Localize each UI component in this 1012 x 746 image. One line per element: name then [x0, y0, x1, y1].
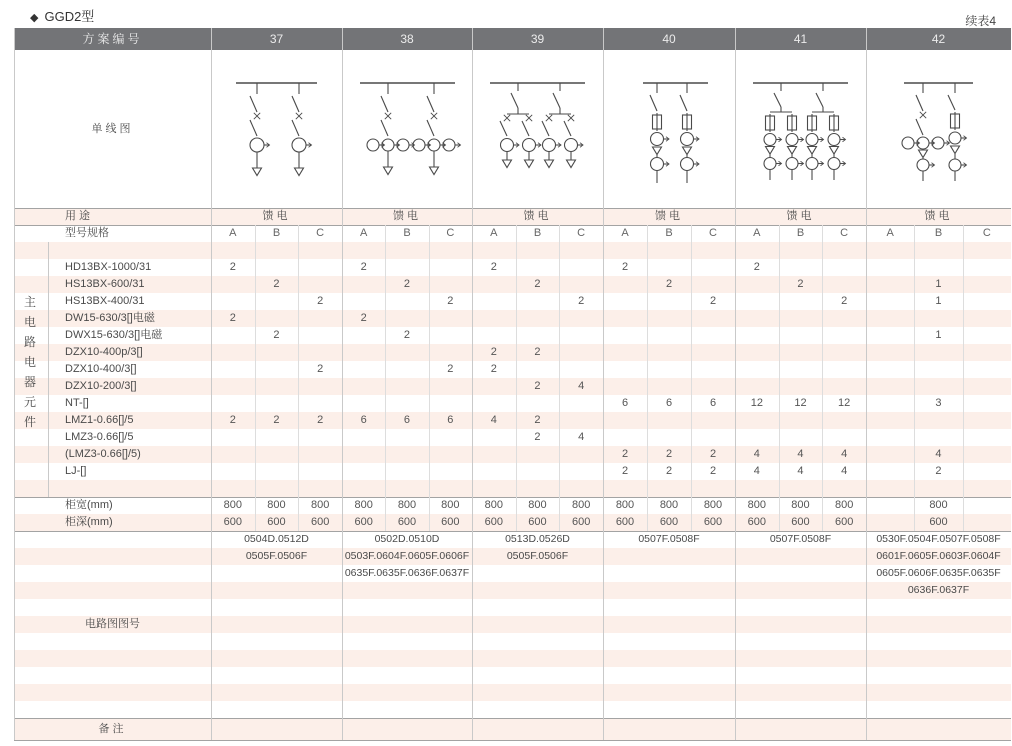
horizontal-rule: [14, 740, 1011, 741]
single-line-diagram-38: [342, 50, 472, 208]
component-name: DW15-630/3[]电磁: [65, 312, 155, 324]
vertical-rule: [647, 225, 648, 531]
component-count: 4: [935, 448, 942, 460]
cabinet-depth-value: 600: [615, 516, 635, 528]
circuit-code: 0635F.0635F.0636F.0637F: [344, 567, 470, 579]
vertical-rule: [255, 225, 256, 531]
cabinet-width-value: 800: [747, 499, 766, 511]
component-count: 3: [935, 397, 942, 409]
cabinet-depth-value: 600: [659, 516, 679, 528]
horizontal-rule: [14, 531, 1011, 532]
component-count: 2: [534, 346, 541, 358]
cabinet-depth-value: 600: [747, 516, 766, 528]
component-count: 2: [534, 431, 541, 443]
cabinet-width-value: 800: [791, 499, 810, 511]
horizontal-rule: [14, 497, 1011, 498]
component-count: 2: [317, 363, 324, 375]
cabinet-width-value: 800: [834, 499, 854, 511]
side-label-char: 器: [23, 375, 36, 389]
component-count: 2: [490, 261, 497, 273]
scheme-number-header: 方案编号: [82, 32, 143, 46]
table-header-bar: [14, 28, 1011, 50]
usage-value: 馈电: [924, 210, 953, 222]
component-count: 2: [709, 295, 717, 307]
usage-value: 馈电: [655, 210, 683, 222]
usage-row-label: 用途: [65, 210, 93, 222]
vertical-rule: [691, 225, 692, 531]
component-name: DZX10-400/3[]: [65, 363, 137, 375]
circuit-code: 0502D.0510D: [374, 533, 440, 545]
component-count: 12: [750, 397, 763, 409]
cabinet-width-value: 800: [484, 499, 503, 511]
component-count: 2: [578, 295, 585, 307]
component-count: 4: [578, 431, 585, 443]
component-count: 1: [935, 295, 942, 307]
row-stripe: [14, 242, 1011, 259]
cabinet-depth-value: 600: [528, 516, 547, 528]
scheme-number: 39: [530, 32, 545, 46]
component-name: LMZ1-0.66[]/5: [65, 414, 134, 426]
subcol-header: B: [272, 227, 281, 239]
subcol-header: B: [934, 227, 943, 239]
side-label-char: 件: [23, 415, 36, 429]
row-stripe: [14, 276, 1011, 293]
cabinet-width-value: 800: [310, 499, 330, 511]
usage-value: 馈电: [393, 210, 421, 222]
vertical-rule: [914, 225, 915, 531]
cabinet-width-value: 800: [397, 499, 417, 511]
component-count: 2: [621, 261, 629, 273]
single-line-diagram-42: [866, 50, 1011, 208]
component-count: 6: [360, 414, 367, 426]
vertical-rule: [516, 225, 517, 531]
vertical-rule: [559, 225, 560, 531]
vertical-rule: [963, 225, 964, 531]
component-count: 2: [360, 261, 367, 273]
component-name: HS13BX-600/31: [65, 278, 145, 290]
cabinet-depth-value: 600: [441, 516, 460, 528]
subcol-header: A: [753, 227, 761, 239]
component-name: HD13BX-1000/31: [65, 261, 152, 273]
component-count: 12: [838, 397, 851, 409]
single-line-diagram-39: [472, 50, 603, 208]
circuit-code: 0507F.0508F: [638, 533, 700, 545]
horizontal-rule: [14, 208, 1011, 209]
component-count: 6: [447, 414, 454, 426]
component-name: LMZ3-0.66[]/5: [65, 431, 134, 443]
component-count: 2: [665, 465, 673, 477]
circuit-code: 0513D.0526D: [505, 533, 570, 545]
component-count: 4: [797, 465, 804, 477]
subcol-header: B: [796, 227, 805, 239]
usage-value: 馈电: [262, 210, 291, 222]
cabinet-depth-value: 600: [397, 516, 417, 528]
component-count: 2: [935, 465, 942, 477]
cabinet-width-value: 800: [441, 499, 460, 511]
component-count: 2: [273, 329, 280, 341]
cabinet-width-value: 800: [929, 499, 948, 511]
circuit-code: 0505F.0506F: [506, 550, 569, 562]
cabinet-depth-value: 600: [267, 516, 286, 528]
scheme-number: 42: [931, 32, 946, 46]
scheme-number: 40: [662, 32, 676, 46]
component-name: DWX15-630/3[]电磁: [65, 329, 163, 341]
vertical-rule: [211, 28, 212, 740]
component-count: 2: [317, 295, 324, 307]
component-count: 4: [753, 448, 760, 460]
subcol-header: C: [709, 227, 717, 239]
usage-value: 馈电: [786, 210, 815, 222]
vertical-rule: [779, 225, 780, 531]
scheme-number: 41: [793, 32, 808, 46]
component-name: HS13BX-400/31: [65, 295, 145, 307]
component-count: 2: [229, 414, 236, 426]
cabinet-width-value: 800: [528, 499, 547, 511]
component-count: 2: [709, 465, 717, 477]
row-stripe: [14, 582, 1011, 599]
diagram-row-label: 单线图: [91, 123, 134, 135]
row-stripe: [14, 480, 1011, 497]
row-stripe: [14, 684, 1011, 701]
component-count: 6: [665, 397, 673, 409]
component-count: 4: [578, 380, 585, 392]
component-count: 2: [273, 414, 280, 426]
vertical-rule: [48, 242, 49, 497]
subcol-header: A: [886, 227, 894, 239]
cabinet-depth-value: 600: [354, 516, 373, 528]
component-name: NT-[]: [65, 397, 89, 409]
scheme-number: 38: [400, 32, 414, 46]
component-name: LJ-[]: [65, 465, 87, 477]
model-spec-row-label: 型号规格: [65, 227, 109, 239]
cabinet-width-value: 800: [223, 499, 242, 511]
side-label-char: 主: [23, 295, 36, 309]
cabinet-depth-row-label: 柜深(mm): [65, 516, 113, 528]
vertical-rule: [429, 225, 430, 531]
component-name: DZX10-200/3[]: [65, 380, 137, 392]
component-count: 4: [841, 448, 848, 460]
component-count: 2: [490, 346, 497, 358]
cabinet-width-value: 800: [703, 499, 723, 511]
component-count: 6: [403, 414, 411, 426]
row-stripe: [14, 310, 1011, 327]
circuit-code: 0530F.0504F.0507F.0508F: [876, 533, 1001, 545]
component-count: 6: [709, 397, 717, 409]
circuit-code: 0505F.0506F: [245, 550, 308, 562]
subcol-header: C: [840, 227, 849, 239]
cabinet-width-value: 800: [571, 499, 591, 511]
component-count: 2: [621, 448, 629, 460]
circuit-code: 0605F.0606F.0635F.0635F: [876, 567, 1001, 579]
component-count: 2: [317, 414, 324, 426]
side-label-char: 电: [23, 355, 36, 369]
circuit-code: 0636F.0637F: [907, 584, 970, 596]
subcol-header: B: [403, 227, 411, 239]
subcol-header: A: [490, 227, 498, 239]
subcol-header: A: [229, 227, 237, 239]
vertical-rule: [603, 28, 604, 740]
vertical-rule: [822, 225, 823, 531]
vertical-rule: [735, 28, 736, 740]
remarks-row-label: 备注: [98, 723, 127, 735]
circuit-code: 0504D.0512D: [244, 533, 309, 545]
page-title-text: GGD2型: [44, 9, 95, 24]
component-name: DZX10-400p/3[]: [65, 346, 143, 358]
component-count: 1: [935, 278, 942, 290]
component-count: 1: [935, 329, 942, 341]
component-count: 2: [621, 465, 629, 477]
continued-label: 续表4: [965, 14, 996, 28]
component-count: 2: [447, 363, 454, 375]
side-label-char: 元: [23, 395, 36, 409]
cabinet-depth-value: 600: [703, 516, 723, 528]
component-count: 2: [360, 312, 367, 324]
subcol-header: A: [621, 227, 629, 239]
cabinet-depth-value: 600: [310, 516, 330, 528]
component-count: 4: [753, 465, 760, 477]
component-count: 2: [447, 295, 454, 307]
cabinet-depth-value: 600: [484, 516, 503, 528]
single-line-diagram-37: [211, 50, 342, 208]
cabinet-depth-value: 600: [929, 516, 948, 528]
row-stripe: [14, 650, 1011, 667]
cabinet-width-value: 800: [354, 499, 373, 511]
component-count: 12: [794, 397, 807, 409]
cabinet-width-row-label: 柜宽(mm): [65, 499, 113, 511]
component-count: 2: [534, 380, 541, 392]
single-line-diagram-40: [603, 50, 735, 208]
component-count: 2: [403, 278, 411, 290]
cabinet-depth-value: 600: [791, 516, 810, 528]
component-count: 2: [665, 448, 673, 460]
circuit-code: 0507F.0508F: [769, 533, 832, 545]
component-count: 2: [229, 312, 236, 324]
vertical-rule: [14, 28, 15, 740]
horizontal-rule: [14, 718, 1011, 719]
subcol-header: C: [446, 227, 455, 239]
circuit-code: 0503F.0604F.0605F.0606F: [344, 550, 470, 562]
component-count: 2: [229, 261, 236, 273]
subcol-header: C: [982, 227, 991, 239]
cabinet-width-value: 800: [615, 499, 635, 511]
component-count: 4: [490, 414, 497, 426]
cabinet-depth-value: 600: [571, 516, 591, 528]
side-label-char: 电: [23, 315, 36, 329]
component-count: 4: [841, 465, 848, 477]
component-count: 2: [665, 278, 673, 290]
component-count: 2: [534, 414, 541, 426]
row-stripe: [14, 378, 1011, 395]
component-count: 2: [841, 295, 848, 307]
component-name: (LMZ3-0.66[]/5): [65, 448, 141, 460]
vertical-rule: [298, 225, 299, 531]
vertical-rule: [472, 28, 473, 740]
cabinet-depth-value: 600: [223, 516, 242, 528]
scheme-number: 37: [269, 32, 284, 46]
subcol-header: C: [316, 227, 325, 239]
page-title: [30, 6, 94, 25]
component-count: 4: [797, 448, 804, 460]
cabinet-depth-value: 600: [834, 516, 854, 528]
usage-value: 馈电: [523, 210, 552, 222]
component-count: 2: [490, 363, 497, 375]
vertical-rule: [342, 28, 343, 740]
component-count: 2: [403, 329, 411, 341]
component-count: 2: [273, 278, 280, 290]
component-count: 2: [534, 278, 541, 290]
circuit-code: 0601F.0605F.0603F.0604F: [876, 550, 1001, 562]
subcol-header: B: [665, 227, 673, 239]
component-count: 6: [621, 397, 629, 409]
component-count: 2: [709, 448, 717, 460]
cabinet-width-value: 800: [267, 499, 286, 511]
single-line-diagram-41: [735, 50, 866, 208]
diamond-icon: ◆: [30, 12, 39, 24]
subcol-header: A: [359, 227, 368, 239]
circuit-no-row-label: 电路图图号: [85, 618, 140, 630]
horizontal-rule: [14, 225, 1011, 226]
component-count: 2: [753, 261, 760, 273]
side-label-char: 路: [23, 335, 36, 349]
vertical-rule: [866, 28, 867, 740]
cabinet-width-value: 800: [659, 499, 679, 511]
component-count: 2: [797, 278, 804, 290]
subcol-header: B: [533, 227, 542, 239]
vertical-rule: [385, 225, 386, 531]
subcol-header: C: [577, 227, 586, 239]
